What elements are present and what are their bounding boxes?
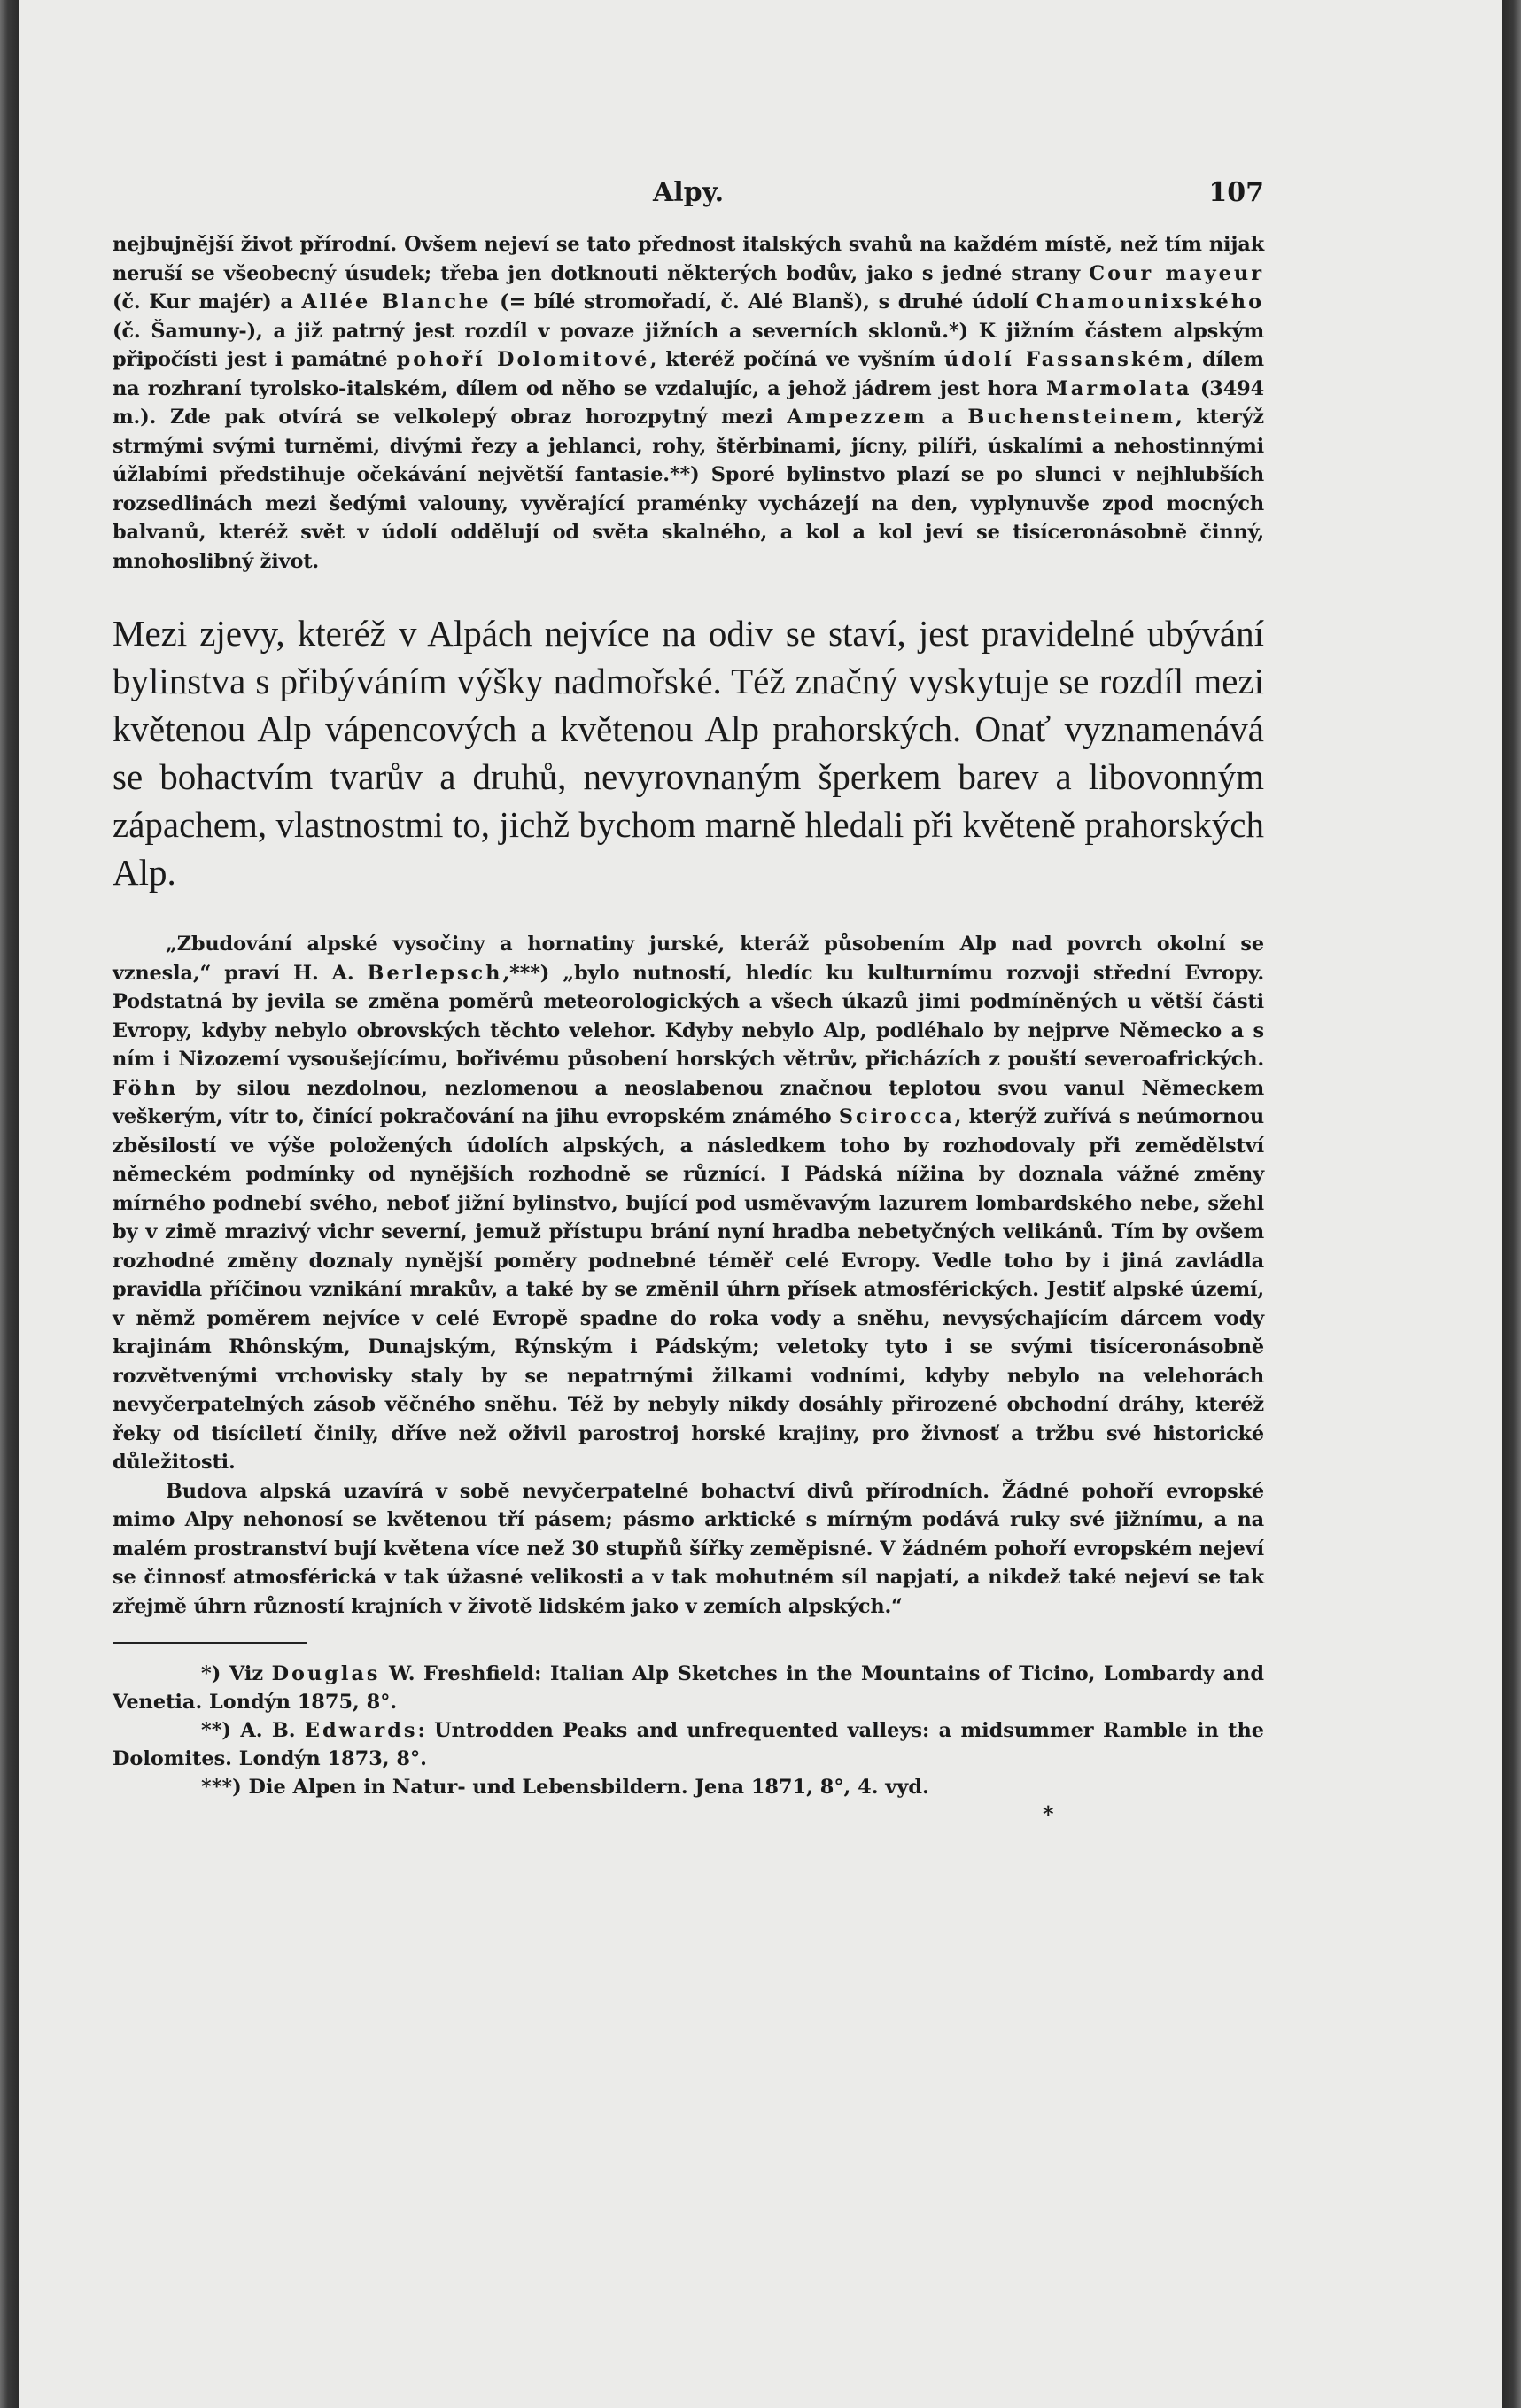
spaced-name: Allée Blanche <box>301 290 492 314</box>
footnote-rule <box>113 1642 307 1644</box>
text-run: a <box>927 406 968 429</box>
footnote-mark: **) <box>201 1719 232 1742</box>
footnote-mark: *) <box>201 1662 221 1685</box>
text-run: nejbujnější život přírodní. Ovšem nejeví se tato přednost italských svahů na každém místě, než tím nijak neruší se všeobecný úsudek; třeba jen dotknouti některých bodův, jako s jedné strany <box>113 233 1264 285</box>
footnote-2 <box>113 1716 1264 1773</box>
text-run: by silou nezdolnou, nezlomenou a neoslabenou značnou teplotou svou vanul Německem veškerým, vítr to, činící pokračování na jihu evropském známého <box>113 1076 1264 1128</box>
running-title: Alpy. <box>652 177 725 208</box>
text-run: (= bílé stromořadí, č. Alé Blanš), s druhé údolí <box>491 290 1036 314</box>
paragraph-berlepsch-quote <box>113 930 1264 1477</box>
text-run: , dílem na rozhraní tyrolsko-italském, dílem od něho se vzdalujíc, a jehož jádrem jest hora <box>113 348 1264 400</box>
paragraph-alpine-wonders: Budova alpská uzavírá v sobě nevyčerpatelné bohactví divů přírodních. Žádné pohoří evropské mimo Alpy nehonosí se květenou tří pásem; pásmo arktické s mírným podává ruky své jižnímu, a na malém prostranství bují květena více než 30 stupňů šířky zeměpisné. V žádném pohoří evropském nejeví se činnosť atmosférická v tak úžasné velikosti a v tak mohutném síl napjatí, a nikdež také nejeví se tak zřejmě úhrn růzností krajních v životě lidském jako v zemích alpských.“ <box>113 1479 1264 1618</box>
signature-mark: * <box>1043 1801 1054 1827</box>
paragraph-flora-large: Mezi zjevy, kteréž v Alpách nejvíce na odiv se staví, jest pravidelné ubývání bylinstva s přibýváním výšky nadmořské. Též značný vyskytuje se rozdíl mezi květenou Alp vápencových a květenou Alp prahorských. Onať vyznamenává se bohactvím tvarův a druhů, nevyrovnaným šperkem barev a libovonným zápachem, vlastnostmi to, jichž bychom marně hledali při květeně prahorských Alp. <box>113 613 1264 893</box>
book-page <box>19 0 1502 2408</box>
footnote-text: Viz <box>221 1662 272 1685</box>
spaced-name: Edwards <box>304 1719 418 1742</box>
text-run: , kterýž strmými svými turněmi, divými řezy a jehlanci, rohy, štěrbinami, jícny, pilíři, úskalími a nehostinnými úžlabími předstihuje očekávání největší fantasie.**) Sporé bylinstvo plazí se po slunci v nejhlubších rozsedlinách mezi šedými valouny, vyvěrající praménky vycházejí na den, vyplynuvše zpod mocných balvanů, kteréž svět v údolí oddělují od světa skalného, a kol a kol jeví se tisíceronásobně činný, mnohoslibný život. <box>113 406 1265 573</box>
text-run: „Zbudování alpské vysočiny a hornatiny jurské, kteráž působením Alp nad povrch okolní se vznesla,“ praví H. A. <box>113 933 1264 985</box>
text-run: (č. Šamuny-), a již patrný jest rozdíl v povaze jižních a severních sklonů.*) K jižním částem alpským připočísti jest i památné <box>113 319 1264 371</box>
page-number: 107 <box>1208 177 1264 208</box>
text-run: , kteréž počíná ve vyšním <box>649 348 944 371</box>
spaced-name: údolí Fassanském <box>943 348 1187 371</box>
footnote-3 <box>113 1773 1264 1801</box>
page-content <box>113 177 1265 1827</box>
footnote-text: : Untrodden Peaks and unfrequented valleys: a midsummer Ramble in the Dolomites. Londýn 1873, 8°. <box>113 1719 1264 1770</box>
footnote-text: Die Alpen in Natur- und Lebensbildern. Jena 1871, 8°, 4. vyd. <box>241 1776 929 1799</box>
text-run: (3494 m.). Zde pak otvírá se velkolepý obraz horozpytný mezi <box>113 376 1264 429</box>
text-run: (č. Kur majér) a <box>113 290 302 314</box>
scan-border-left <box>0 0 19 2408</box>
spaced-name: Douglas <box>271 1662 381 1685</box>
spaced-name: Ampezzem <box>787 406 927 429</box>
paragraph-dolomites <box>113 230 1264 576</box>
spaced-name: Buchensteinem <box>967 406 1176 429</box>
spaced-name: Chamounixského <box>1036 290 1265 314</box>
spaced-name: Föhn <box>113 1076 179 1100</box>
scan-border-right <box>1502 0 1521 2408</box>
footnote-text: W. Freshfield: Italian Alp Sketches in the Mountains of Ticino, Lombardy and Venetia. Londýn 1875, 8°. <box>113 1662 1264 1714</box>
spaced-name: pohoří Dolomitové <box>396 348 650 371</box>
spaced-name: Cour mayeur <box>1089 261 1264 285</box>
spaced-name: Berlepsch <box>367 961 503 985</box>
spaced-name: Marmolata <box>1045 376 1192 400</box>
footnote-1 <box>113 1660 1264 1716</box>
text-run: , kterýž zuřívá s neúmornou zběsilostí ve výše položených údolích alpských, a následkem toho by rozhodovaly při zemědělství německém podmínky od nynějších rozhodně se různící. I Pádská nížina by doznala vážné změny mírného podnebí svého, neboť jižní bylinstvo, bující pod usměvavým lazurem lombardského nebe, sžehl by v zimě mrazivý vichr severní, jemuž přístupu brání nyní hradba nebetyčných velikánů. Tím by ovšem rozhodné změny doznaly nynější poměry podnebné téměř celé Evropy. Vedle toho by i jiná zavládla pravidla příčinou vznikání mrakův, a také by se změnil úhrn přísek atmosférických. Jestiť alpské území, v němž poměrem nejvíce v celé Evropě spadne do roka vody a sněhu, nevysýchajícím dárcem vody krajinám Rhônským, Dunajským, Rýnským i Pádským; veletoky tyto i se svými tisíceronásobně rozvětvenými vrchovisky staly by se nepatrnými žilkami vodními, kdyby nebylo na velehorách nevyčerpatelných zásob věčného sněhu. Též by nebyly nikdy dosáhly přirozené obchodní dráhy, kteréž řeky od tisíciletí činily, dříve než oživil parostroj horské krajiny, pro živnosť a tržbu své historické důležitosti. <box>113 1105 1264 1474</box>
spaced-name: Scirocca <box>838 1105 955 1128</box>
footnote-text: A. B. <box>231 1719 305 1742</box>
page-header <box>113 177 1264 230</box>
footnote-mark: ***) <box>201 1776 242 1799</box>
text-run: ,***) „bylo nutností, hledíc ku kulturnímu rozvoji střední Evropy. Podstatná by jevila se změna poměrů meteorologických a všech úkazů jimi podmíněných u větší části Evropy, kdyby nebylo obrovských těchto velehor. Kdyby nebylo Alp, podléhalo by nejprve Německo a s ním i Nizozemí vysoušejícímu, bořivému působení horských větrův, přicházích z pouští severoafrických. <box>113 961 1264 1071</box>
